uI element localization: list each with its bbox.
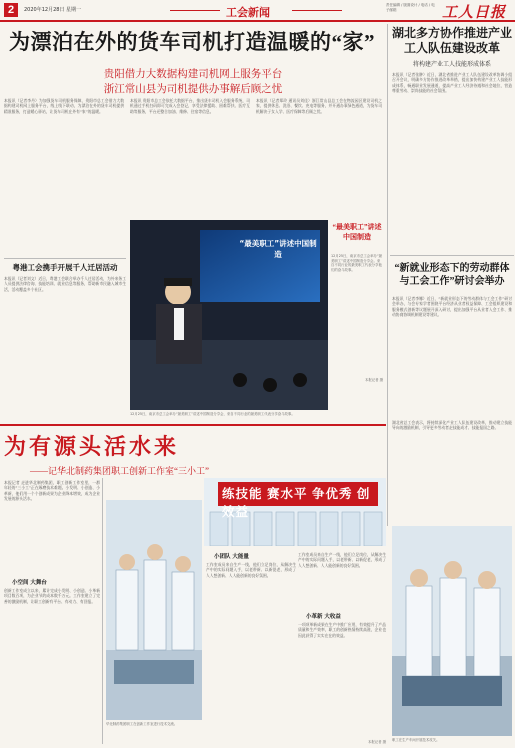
- lead-subhead-2: 浙江常山县为司机提供办事解后顾之忧: [103, 84, 283, 95]
- feature-top-rule: [0, 424, 386, 426]
- editor-contact: 责任编辑 / 版面设计 / 电话 / 电子邮箱: [386, 3, 435, 12]
- feature-section1-body: 创新工作室成立以来，累计完成小发明、小创造、小革新项目数百项，为企业节约成本数千万元。工作室建立了完善的激励机制，让职工创新有平台、有动力、有回报。: [4, 588, 100, 604]
- section-rule-left: [170, 10, 220, 11]
- right-bottom-body: 湖北省总工会表示，将持续深化产业工人队伍建设改革，推动建立技能导向的激励机制，引导更多劳动者走技能成才、技能报国之路。: [392, 420, 512, 431]
- feature-section2-title: 小团队 大能量: [214, 554, 249, 560]
- newspaper-logo: 工人日报: [442, 5, 507, 21]
- side-story-headline: 粤港工会携手开展千人迁居活动: [12, 263, 118, 272]
- lead-photo-caption: 12月25日，南京市总工会举办“最美职工”讲述中国制造分享会，来自不同行业的最美职工代表分享奋斗故事。: [130, 412, 295, 416]
- feature-section3-body: 一项项革新成果在生产中推广应用，有效提升了产品质量和生产效率，职工的创新热情持续高涨，企业也因此获得了实实在在的效益。: [298, 622, 386, 638]
- lead-body-col2: 本报讯 贵阳市总工会依托大数据平台，推出货车司机入会服务系统，司机通过手机扫码即可完成入会登记，享受法律援助、困难帮扶、医疗互助等服务，平台还整合加油、维修、住宿等信息。: [130, 98, 250, 114]
- feature-subheadline: ——记华北制药集团职工创新工作室“三小工”: [30, 466, 209, 476]
- lab-workers-illustration: [106, 500, 202, 720]
- screen-text: “最美职工”讲述中国制造: [239, 239, 317, 259]
- feature-photo-caption-1: 华北制药集团职工在创新工作室进行技术交流。: [106, 722, 178, 726]
- page-number: 2: [4, 3, 18, 17]
- right-divider: [390, 255, 514, 256]
- section-name: 工会新闻: [226, 7, 270, 19]
- right-top-subhead: 将构建产业工人技能形成体系: [412, 61, 491, 68]
- feature-section2-body: 工作室成员来自生产一线，他们立足岗位，从解决生产中的实际问题入手，以老带新、以新促老，形成了人人想创新、人人能创新的良好氛围。: [206, 562, 296, 578]
- side-story-body: 本报讯（记者刘文）近日，粤港工会联合举办千人迁居活动，为外来务工人员提供法律咨询、技能培训、就业信息等服务，帮助新市民融入城市生活，活动覆盖多个社区。: [4, 276, 126, 292]
- issue-date: 2020年12月28日 星期一: [24, 7, 82, 13]
- feature-credit: 本报记者 摄: [367, 740, 386, 744]
- feature-photo-workshop: [392, 526, 512, 736]
- column-divider: [387, 24, 388, 526]
- right-top-headline: 湖北多方协作推进产业工人队伍建设改革: [392, 26, 513, 55]
- feature-divider-1: [102, 478, 103, 744]
- section-rule-right: [292, 10, 342, 11]
- workshop-illustration: [392, 526, 512, 736]
- feature-intro: 本报记者 走进华北制药集团，职工创新工作室里，一群年轻的“三小工”正在琢磨技术难题。小发明、小创造、小革新，他们用一个个创新成果为企业降本增效，成为企业发展的源头活水。: [4, 480, 100, 502]
- photo-side-title: “最美职工”讲述中国制造: [332, 223, 382, 241]
- feature-photo-caption-2: 职工在生产车间开展技术攻关。: [392, 738, 440, 742]
- right-top-body: 本报讯（记者张翀）近日，湖北省推进产业工人队伍建设改革协调小组召开会议，明确多方协作推进改革举措，提出加快构建产业工人技能形成体系，畅通职业发展通道，提高产业工人经济待遇和社会地位，营造尊重劳动、崇尚技能的社会氛围。: [392, 72, 512, 94]
- feature-headline: 为有源头活水来: [4, 434, 180, 459]
- right-mid-body: 本报讯（记者李娜）近日，“新就业形态下的劳动群体与工会工作”研讨会举办，与会专家学者围绕平台经济从业者权益保障、工会组织建设和服务模式创新等议题展开深入研讨，提出加强平台从业者入会工作、推动协商协调机制建设等建议。: [392, 296, 512, 318]
- feature-section1-title: 小空间 大舞台: [12, 580, 47, 586]
- photo-side-caption: 12月25日，南京市总工会举办“最美职工”讲述中国制造分享会。来自不同行业的最美职工代表分享他们的奋斗故事。: [331, 254, 383, 272]
- feature-banner-slogan: 练技能 赛水平 争优秀 创效益: [222, 487, 371, 519]
- feature-photo-lab: [106, 500, 202, 720]
- lead-subhead-1: 贵阳借力大数据构建司机网上服务平台: [103, 69, 283, 80]
- lead-body-col1: 本报讯（记者李丹）为加强货车司机服务保障，贵阳市总工会借力大数据构建司机网上服务平台，线上线下联动，为漂泊在外的货车司机提供精准服务，打造暖心驿站，让货车司机在外有“家”的温暖。: [4, 98, 124, 114]
- right-mid-headline: “新就业形态下的劳动群体与工会工作”研讨会举办: [394, 263, 510, 287]
- feature-section3-lead: 工作室成员来自生产一线，他们立足岗位，从解决生产中的实际问题入手，以老带新、以新促老，形成了人人想创新、人人能创新的良好氛围。: [298, 552, 386, 568]
- side-story-divider: [4, 258, 126, 259]
- lead-headline: 为漂泊在外的货车司机打造温暖的“家”: [9, 30, 375, 54]
- feature-section3-title: 小革新 大收益: [306, 614, 341, 620]
- photo-credit: 本报记者 摄: [364, 378, 383, 382]
- lead-body-col3: 本报讯（记者郑玲 通讯员刘佳）浙江常山县总工会在物流园区建设司机之家，提供休息、洗浴、餐饮、充电等服务，并开通办事绿色通道，为货车司机解决子女入学、医疗保障等后顾之忧。: [256, 98, 382, 114]
